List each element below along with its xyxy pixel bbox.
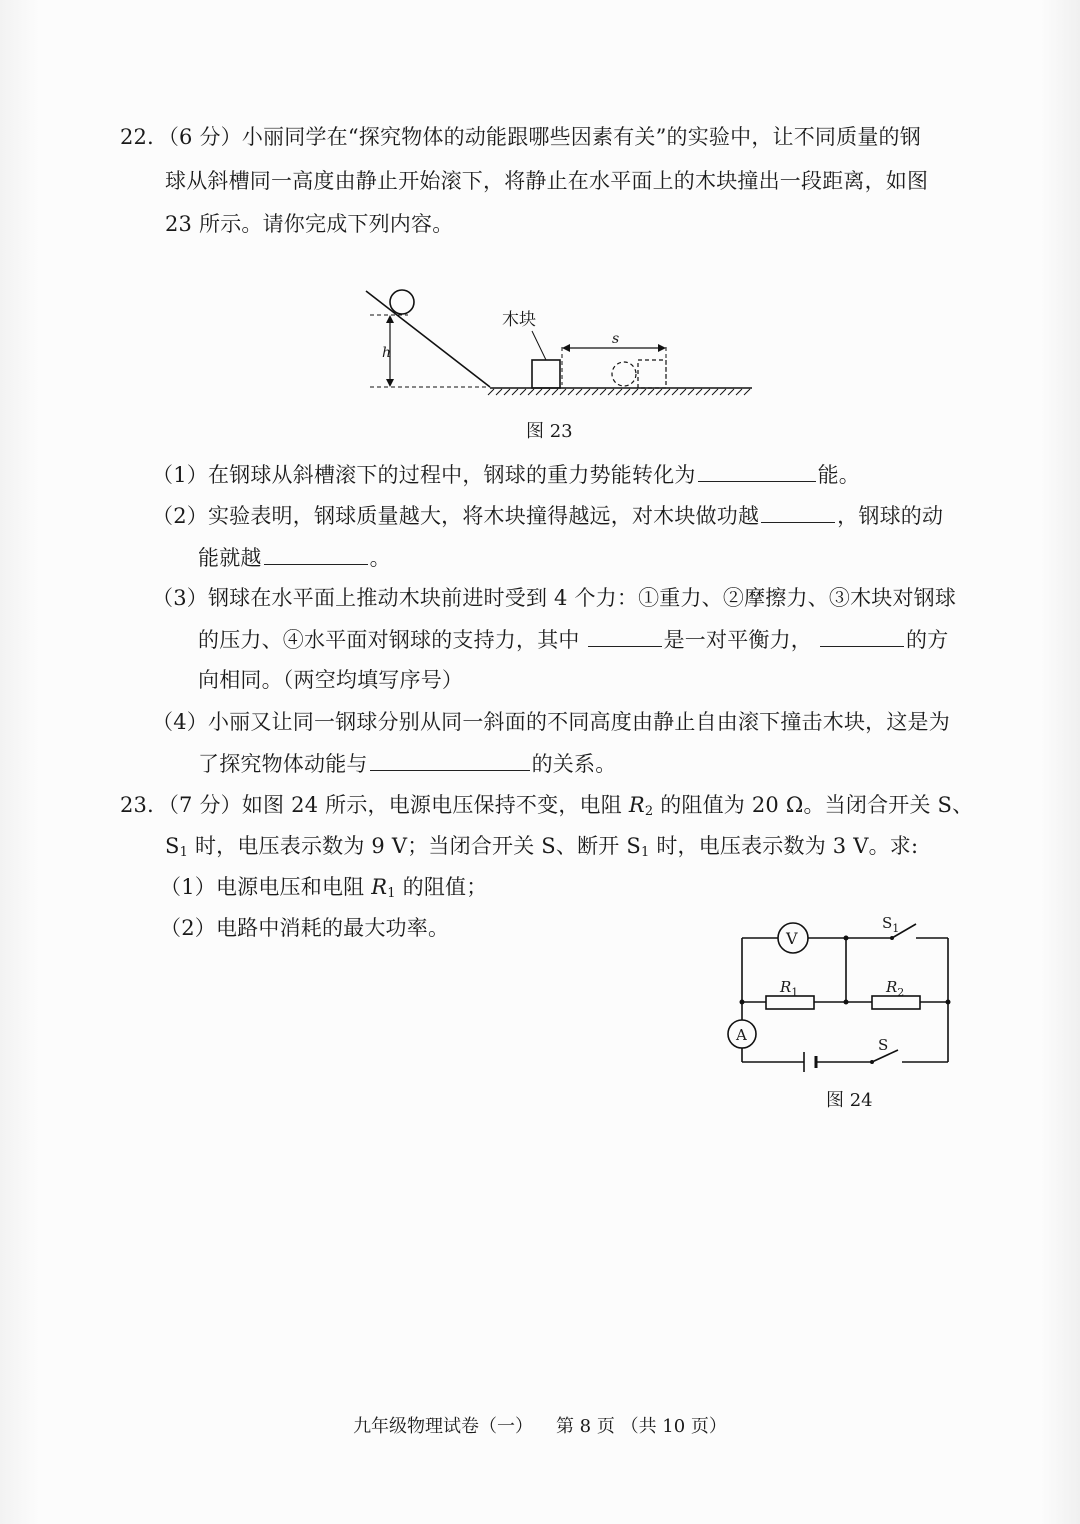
q22-sub-3-cont-mid: 是一对平衡力， bbox=[663, 628, 813, 652]
q22-sub-2-cont bbox=[198, 542, 391, 573]
switch-s1-label: S bbox=[882, 914, 893, 932]
answer-blank-1[interactable] bbox=[698, 459, 816, 482]
svg-text:R1 bbox=[779, 978, 798, 999]
q22-sub-4-cont-end: 的关系。 bbox=[531, 752, 617, 776]
q22-sub-2-text: （2）实验表明，钢球质量越大，将木块撞得越远，对木块做功越 bbox=[152, 504, 760, 528]
resistor-r1-sub: 1 bbox=[791, 986, 799, 999]
page-footer: 九年级物理试卷（一） 第 8 页 （共 10 页） bbox=[353, 1416, 727, 1437]
q22-line-3: 23 所示。请你完成下列内容。 bbox=[165, 212, 454, 236]
resistor-r1-label: R bbox=[780, 978, 792, 996]
q22-sub-2-cont-text: 能就越 bbox=[198, 546, 262, 570]
q22-line-2: 球从斜槽同一高度由静止开始滚下，将静止在水平面上的木块撞出一段距离，如图 bbox=[165, 169, 929, 193]
q22-line-1: 22．（6 分）小丽同学在“探究物体的动能跟哪些因素有关”的实验中，让不同质量的钢 bbox=[120, 125, 921, 149]
q22-sub-4: （4）小丽又让同一钢球分别从同一斜面的不同高度由静止自由滚下撞击木块，这是为 bbox=[152, 710, 950, 734]
resistor-r2 bbox=[872, 996, 920, 1009]
figure-23-caption: 图 23 bbox=[526, 421, 573, 442]
answer-blank-2[interactable] bbox=[761, 500, 835, 523]
q22-sub-4-cont-text: 了探究物体动能与 bbox=[198, 752, 368, 776]
q22-sub-1-end: 能。 bbox=[817, 463, 860, 487]
switch-subscript-2: 1 bbox=[640, 845, 650, 860]
q23-line-1-end: 的阻值为 20 Ω。当闭合开关 S、 bbox=[653, 793, 974, 817]
q22-sub-4-cont bbox=[198, 748, 616, 779]
figure-23-diagram bbox=[360, 285, 780, 405]
q22-sub-3-cont-2: 向相同。（两空均填写序号） bbox=[198, 668, 464, 692]
q22-sub-3-cont-end: 的方 bbox=[906, 628, 949, 652]
svg-text:R2 bbox=[885, 978, 904, 999]
q22-sub-2 bbox=[152, 500, 943, 531]
steel-ball bbox=[390, 290, 414, 314]
height-label: h bbox=[382, 345, 392, 361]
answer-blank-3[interactable] bbox=[264, 542, 368, 565]
resistor-r2-label: R bbox=[886, 978, 898, 996]
resistor-r1 bbox=[766, 996, 814, 1009]
resistor-r2-sub: 2 bbox=[897, 986, 905, 999]
figure-24-circuit bbox=[722, 910, 952, 1070]
svg-text:S1 bbox=[882, 914, 899, 935]
switch-subscript: 1 bbox=[179, 845, 189, 860]
wood-block-label: 木块 bbox=[502, 310, 536, 330]
q23-line-1-text: 23．（7 分）如图 24 所示，电源电压保持不变，电阻 bbox=[120, 793, 629, 817]
switch-s1-sub: 1 bbox=[892, 922, 900, 935]
figure-24-caption: 图 24 bbox=[826, 1090, 873, 1111]
q23-line-2 bbox=[165, 831, 918, 861]
q22-sub-1 bbox=[152, 459, 860, 490]
ammeter-label: A bbox=[736, 1026, 747, 1044]
distance-label: s bbox=[612, 331, 620, 347]
q23-sub-1 bbox=[160, 872, 487, 902]
q22-sub-3-cont-text: 的压力、④水平面对钢球的支持力，其中 bbox=[198, 628, 580, 652]
switch-symbol: S bbox=[165, 834, 180, 858]
q23-line-1 bbox=[120, 790, 973, 820]
answer-blank-5[interactable] bbox=[820, 624, 904, 647]
q22-sub-3: （3）钢球在水平面上推动木块前进时受到 4 个力：①重力、②摩擦力、③木块对钢球 bbox=[152, 586, 957, 610]
q22-sub-3-cont bbox=[198, 624, 948, 655]
q23-line-2-text: 时，电压表示数为 9 V；当闭合开关 S、断开 S bbox=[188, 834, 641, 858]
q22-sub-2-cont-end: 。 bbox=[369, 546, 391, 570]
q23-line-2-end: 时，电压表示数为 3 V。求: bbox=[649, 834, 919, 858]
q22-sub-2-end: ，钢球的动 bbox=[837, 504, 944, 528]
switch-s-label: S bbox=[878, 1036, 889, 1054]
q23-sub-2: （2）电路中消耗的最大功率。 bbox=[160, 916, 450, 940]
q22-sub-1-text: （1）在钢球从斜槽滚下的过程中，钢球的重力势能转化为 bbox=[152, 463, 696, 487]
resistor-symbol: R bbox=[628, 793, 645, 817]
answer-blank-4[interactable] bbox=[588, 624, 662, 647]
resistor-subscript: 2 bbox=[644, 804, 654, 819]
q23-sub-1-end: 的阻值； bbox=[395, 875, 488, 899]
incline-line bbox=[366, 291, 490, 387]
voltmeter-label: V bbox=[786, 929, 798, 948]
resistor-symbol-r1: R bbox=[371, 875, 388, 899]
q23-sub-1-text: （1）电源电压和电阻 bbox=[160, 875, 372, 899]
resistor-r1-subscript: 1 bbox=[387, 886, 396, 901]
answer-blank-6[interactable] bbox=[370, 748, 530, 771]
wood-block bbox=[532, 360, 560, 388]
